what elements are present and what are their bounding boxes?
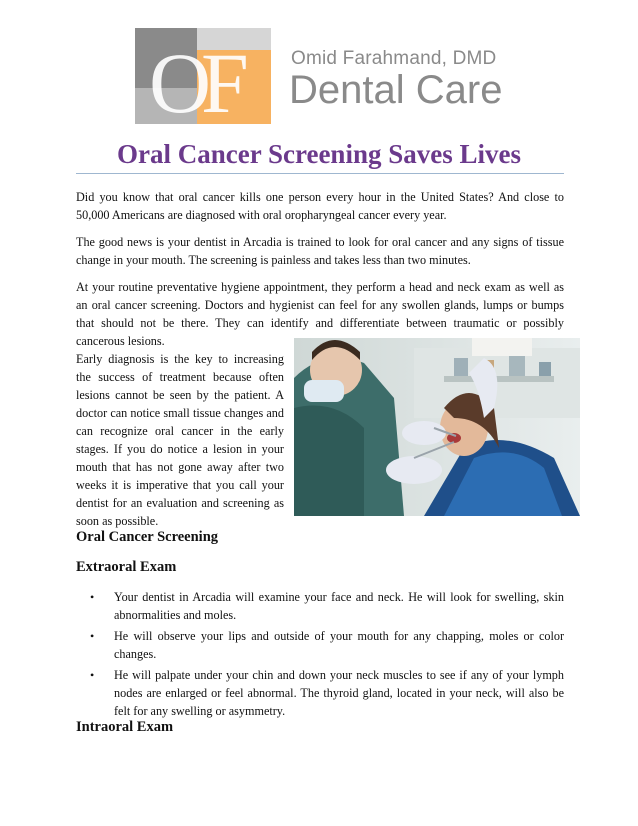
list-item: • He will observe your lips and outside of your mouth for any chapping, moles or color changes. xyxy=(90,629,564,661)
extraoral-heading: Extraoral Exam xyxy=(76,559,177,575)
brand-tagline: Dental Care xyxy=(289,68,503,112)
dental-exam-photo xyxy=(294,338,580,516)
bullet-icon: • xyxy=(90,629,95,643)
svg-text:F: F xyxy=(201,35,249,124)
page-title: Oral Cancer Screening Saves Lives xyxy=(117,139,521,169)
bullet-icon: • xyxy=(90,590,95,604)
extraoral-list xyxy=(76,588,564,723)
svg-text:O: O xyxy=(149,35,212,124)
section-heading: Oral Cancer Screening xyxy=(76,529,219,545)
list-item: • He will palpate under your chin and down your neck muscles to see if any of your lymph nodes are enlarged or feel abnormal. The thyroid gland, located in your neck, will also be felt for any swelling or asymmetry. xyxy=(90,668,564,718)
paragraph-3: At your routine preventative hygiene appointment, they perform a head and neck exam as well as an oral cancer screening. Doctors and hygienist can feel for any swollen glands, lumps or bumps that should not be there. They can identify and differentiate between traumatic or possibly cancerous lesions. xyxy=(76,280,564,348)
logo-mark-icon xyxy=(135,28,271,124)
brand-logo xyxy=(135,28,515,126)
paragraph-4: Early diagnosis is the key to increasing the success of treatment because often lesions cannot be seen by the patient. A doctor can notice small tissue changes and can recognize oral cancer in the early stages. If you do notice a lesion in your mouth that has not gone away after two weeks it is imperative that you call your dentist for an evaluation and screening as soon as possible. xyxy=(76,352,284,528)
paragraph-1: Did you know that oral cancer kills one person every hour in the United States? And close to 50,000 Americans are diagnosed with oral oropharyngeal cancer every year. xyxy=(76,190,564,222)
intraoral-heading: Intraoral Exam xyxy=(76,719,174,735)
brand-name: Omid Farahmand, DMD xyxy=(291,48,497,69)
bullet-icon: • xyxy=(90,668,95,682)
list-item: • Your dentist in Arcadia will examine your face and neck. He will look for swelling, skin abnormalities and moles. xyxy=(90,590,564,622)
title-divider xyxy=(76,173,564,174)
paragraph-2: The good news is your dentist in Arcadia is trained to look for oral cancer and any signs of tissue change in your mouth. The screening is painless and takes less than two minutes. xyxy=(76,235,564,267)
